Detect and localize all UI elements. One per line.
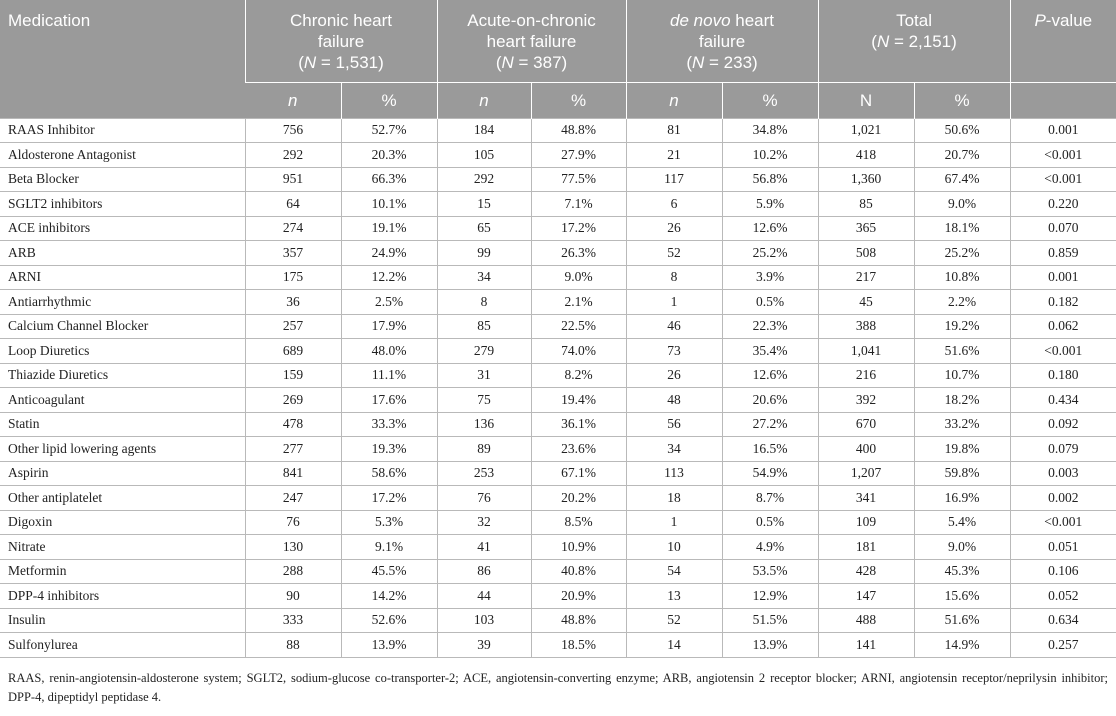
header-pvalue-rest: -value (1045, 11, 1093, 30)
cell-acute-n: 105 (437, 143, 531, 168)
cell-chronic-pct: 20.3% (341, 143, 437, 168)
header-acute-line1: Acute-on-chronic (467, 11, 596, 30)
cell-total-n: 85 (818, 192, 914, 217)
cell-medication-name: Aldosterone Antagonist (0, 143, 245, 168)
cell-p-value: 0.634 (1010, 608, 1116, 633)
cell-p-value: <0.001 (1010, 339, 1116, 364)
cell-denovo-pct: 22.3% (722, 314, 818, 339)
cell-acute-n: 76 (437, 486, 531, 511)
table-row (0, 118, 1116, 143)
cell-medication-name: Metformin (0, 559, 245, 584)
cell-total-n: 1,360 (818, 167, 914, 192)
table-row (0, 167, 1116, 192)
cell-denovo-pct: 4.9% (722, 535, 818, 560)
cell-acute-n: 15 (437, 192, 531, 217)
cell-total-n: 217 (818, 265, 914, 290)
header-denovo-line2: failure (698, 32, 746, 51)
cell-total-pct: 18.2% (914, 388, 1010, 413)
cell-acute-n: 41 (437, 535, 531, 560)
header-total: Total (N = 2,151) (818, 0, 1010, 82)
cell-total-pct: 19.8% (914, 437, 1010, 462)
cell-total-n: 418 (818, 143, 914, 168)
header-acute: Acute-on-chronic heart failure (N = 387) (437, 0, 626, 82)
header-acute-n-label: N (501, 53, 514, 72)
table-body (0, 118, 1116, 657)
cell-chronic-pct: 66.3% (341, 167, 437, 192)
cell-total-n: 508 (818, 241, 914, 266)
cell-p-value: 0.257 (1010, 633, 1116, 658)
cell-total-pct: 10.8% (914, 265, 1010, 290)
cell-acute-pct: 8.2% (531, 363, 626, 388)
cell-medication-name: SGLT2 inhibitors (0, 192, 245, 217)
cell-chronic-pct: 17.9% (341, 314, 437, 339)
cell-acute-n: 103 (437, 608, 531, 633)
cell-p-value: 0.182 (1010, 290, 1116, 315)
cell-acute-n: 8 (437, 290, 531, 315)
cell-denovo-n: 46 (626, 314, 722, 339)
cell-chronic-pct: 13.9% (341, 633, 437, 658)
cell-acute-n: 184 (437, 118, 531, 143)
cell-acute-pct: 20.9% (531, 584, 626, 609)
cell-denovo-n: 54 (626, 559, 722, 584)
cell-denovo-pct: 56.8% (722, 167, 818, 192)
cell-denovo-n: 26 (626, 216, 722, 241)
cell-acute-pct: 17.2% (531, 216, 626, 241)
cell-total-n: 1,021 (818, 118, 914, 143)
cell-denovo-n: 13 (626, 584, 722, 609)
cell-chronic-n: 689 (245, 339, 341, 364)
cell-chronic-n: 277 (245, 437, 341, 462)
table-row (0, 461, 1116, 486)
cell-denovo-pct: 34.8% (722, 118, 818, 143)
cell-total-n: 109 (818, 510, 914, 535)
cell-denovo-pct: 53.5% (722, 559, 818, 584)
table-row (0, 290, 1116, 315)
cell-chronic-n: 333 (245, 608, 341, 633)
cell-acute-pct: 26.3% (531, 241, 626, 266)
cell-p-value: <0.001 (1010, 143, 1116, 168)
cell-medication-name: ACE inhibitors (0, 216, 245, 241)
cell-medication-name: Sulfonylurea (0, 633, 245, 658)
cell-acute-n: 65 (437, 216, 531, 241)
cell-total-pct: 67.4% (914, 167, 1010, 192)
cell-p-value: 0.052 (1010, 584, 1116, 609)
header-denovo-n-label: N (692, 53, 705, 72)
cell-chronic-pct: 19.1% (341, 216, 437, 241)
cell-acute-pct: 8.5% (531, 510, 626, 535)
cell-acute-pct: 36.1% (531, 412, 626, 437)
table-row (0, 388, 1116, 413)
cell-acute-n: 85 (437, 314, 531, 339)
cell-p-value: 0.180 (1010, 363, 1116, 388)
cell-total-n: 1,041 (818, 339, 914, 364)
header-chronic: Chronic heart failure (N = 1,531) (245, 0, 437, 82)
cell-p-value: 0.001 (1010, 265, 1116, 290)
cell-chronic-pct: 58.6% (341, 461, 437, 486)
cell-denovo-pct: 3.9% (722, 265, 818, 290)
subheader-N: N (818, 82, 914, 118)
cell-acute-pct: 9.0% (531, 265, 626, 290)
cell-medication-name: Other lipid lowering agents (0, 437, 245, 462)
cell-total-pct: 33.2% (914, 412, 1010, 437)
header-chronic-line1: Chronic heart (289, 11, 393, 30)
cell-acute-pct: 7.1% (531, 192, 626, 217)
header-row-groups (0, 0, 1116, 82)
cell-total-pct: 51.6% (914, 339, 1010, 364)
cell-acute-pct: 67.1% (531, 461, 626, 486)
table-row (0, 633, 1116, 658)
cell-acute-pct: 20.2% (531, 486, 626, 511)
cell-chronic-n: 257 (245, 314, 341, 339)
header-denovo-n-value: = 233) (704, 53, 758, 72)
cell-total-pct: 51.6% (914, 608, 1010, 633)
table-row (0, 192, 1116, 217)
table-row (0, 265, 1116, 290)
cell-denovo-pct: 12.9% (722, 584, 818, 609)
cell-chronic-n: 357 (245, 241, 341, 266)
header-chronic-line2: failure (317, 32, 365, 51)
cell-chronic-pct: 5.3% (341, 510, 437, 535)
cell-p-value: 0.002 (1010, 486, 1116, 511)
cell-acute-n: 89 (437, 437, 531, 462)
cell-chronic-n: 288 (245, 559, 341, 584)
table-row (0, 437, 1116, 462)
cell-denovo-n: 10 (626, 535, 722, 560)
cell-chronic-pct: 17.6% (341, 388, 437, 413)
cell-total-pct: 18.1% (914, 216, 1010, 241)
header-denovo: de novo heart failure (N = 233) (626, 0, 818, 82)
table-row (0, 486, 1116, 511)
cell-chronic-pct: 48.0% (341, 339, 437, 364)
table-row (0, 143, 1116, 168)
cell-medication-name: RAAS Inhibitor (0, 118, 245, 143)
cell-acute-n: 75 (437, 388, 531, 413)
cell-total-pct: 16.9% (914, 486, 1010, 511)
cell-acute-pct: 74.0% (531, 339, 626, 364)
table-row (0, 510, 1116, 535)
cell-denovo-n: 8 (626, 265, 722, 290)
table-row (0, 559, 1116, 584)
cell-total-pct: 59.8% (914, 461, 1010, 486)
cell-medication-name: Aspirin (0, 461, 245, 486)
cell-chronic-n: 841 (245, 461, 341, 486)
cell-chronic-n: 130 (245, 535, 341, 560)
cell-acute-n: 34 (437, 265, 531, 290)
cell-acute-pct: 40.8% (531, 559, 626, 584)
cell-chronic-n: 269 (245, 388, 341, 413)
cell-total-n: 181 (818, 535, 914, 560)
cell-medication-name: Antiarrhythmic (0, 290, 245, 315)
cell-total-n: 488 (818, 608, 914, 633)
cell-acute-pct: 18.5% (531, 633, 626, 658)
cell-acute-n: 99 (437, 241, 531, 266)
cell-chronic-pct: 11.1% (341, 363, 437, 388)
table-row (0, 363, 1116, 388)
cell-acute-n: 86 (437, 559, 531, 584)
cell-total-pct: 15.6% (914, 584, 1010, 609)
cell-chronic-n: 274 (245, 216, 341, 241)
subheader-n: n (626, 82, 722, 118)
cell-chronic-pct: 52.7% (341, 118, 437, 143)
cell-acute-pct: 22.5% (531, 314, 626, 339)
cell-denovo-n: 6 (626, 192, 722, 217)
cell-p-value: 0.092 (1010, 412, 1116, 437)
cell-medication-name: ARNI (0, 265, 245, 290)
cell-acute-pct: 19.4% (531, 388, 626, 413)
header-pvalue-italic: P (1034, 11, 1046, 30)
cell-chronic-n: 478 (245, 412, 341, 437)
cell-medication-name: Nitrate (0, 535, 245, 560)
cell-denovo-n: 48 (626, 388, 722, 413)
cell-total-pct: 9.0% (914, 535, 1010, 560)
cell-p-value: 0.106 (1010, 559, 1116, 584)
cell-acute-pct: 23.6% (531, 437, 626, 462)
cell-p-value: 0.003 (1010, 461, 1116, 486)
cell-chronic-pct: 24.9% (341, 241, 437, 266)
cell-total-n: 388 (818, 314, 914, 339)
cell-total-pct: 45.3% (914, 559, 1010, 584)
cell-acute-n: 136 (437, 412, 531, 437)
cell-medication-name: Anticoagulant (0, 388, 245, 413)
subheader-n: n (437, 82, 531, 118)
cell-p-value: 0.070 (1010, 216, 1116, 241)
cell-chronic-pct: 10.1% (341, 192, 437, 217)
cell-total-pct: 14.9% (914, 633, 1010, 658)
cell-denovo-n: 21 (626, 143, 722, 168)
subheader-pct: % (914, 82, 1010, 118)
cell-acute-pct: 77.5% (531, 167, 626, 192)
cell-chronic-n: 76 (245, 510, 341, 535)
cell-total-pct: 50.6% (914, 118, 1010, 143)
cell-total-n: 400 (818, 437, 914, 462)
cell-denovo-pct: 13.9% (722, 633, 818, 658)
cell-total-n: 670 (818, 412, 914, 437)
cell-chronic-pct: 17.2% (341, 486, 437, 511)
cell-total-n: 45 (818, 290, 914, 315)
cell-denovo-pct: 27.2% (722, 412, 818, 437)
cell-denovo-pct: 12.6% (722, 363, 818, 388)
cell-denovo-n: 18 (626, 486, 722, 511)
cell-denovo-n: 56 (626, 412, 722, 437)
cell-medication-name: Calcium Channel Blocker (0, 314, 245, 339)
cell-total-pct: 25.2% (914, 241, 1010, 266)
cell-p-value: 0.220 (1010, 192, 1116, 217)
cell-acute-n: 279 (437, 339, 531, 364)
cell-denovo-pct: 12.6% (722, 216, 818, 241)
cell-denovo-n: 81 (626, 118, 722, 143)
cell-p-value: 0.859 (1010, 241, 1116, 266)
cell-chronic-pct: 45.5% (341, 559, 437, 584)
cell-p-value: 0.434 (1010, 388, 1116, 413)
cell-p-value: 0.001 (1010, 118, 1116, 143)
cell-chronic-n: 247 (245, 486, 341, 511)
header-chronic-n-value: = 1,531) (316, 53, 384, 72)
cell-chronic-n: 292 (245, 143, 341, 168)
cell-acute-pct: 10.9% (531, 535, 626, 560)
cell-medication-name: Beta Blocker (0, 167, 245, 192)
header-chronic-n-label: N (303, 53, 317, 72)
cell-denovo-n: 1 (626, 290, 722, 315)
cell-denovo-n: 1 (626, 510, 722, 535)
cell-total-n: 216 (818, 363, 914, 388)
cell-total-n: 392 (818, 388, 914, 413)
cell-total-n: 428 (818, 559, 914, 584)
cell-denovo-pct: 0.5% (722, 290, 818, 315)
cell-denovo-pct: 5.9% (722, 192, 818, 217)
subheader-pct: % (531, 82, 626, 118)
cell-total-pct: 2.2% (914, 290, 1010, 315)
cell-total-n: 365 (818, 216, 914, 241)
subheader-pct: % (341, 82, 437, 118)
cell-total-pct: 9.0% (914, 192, 1010, 217)
cell-acute-pct: 48.8% (531, 608, 626, 633)
cell-denovo-pct: 8.7% (722, 486, 818, 511)
cell-chronic-pct: 33.3% (341, 412, 437, 437)
cell-denovo-pct: 54.9% (722, 461, 818, 486)
cell-medication-name: Loop Diuretics (0, 339, 245, 364)
cell-medication-name: Other antiplatelet (0, 486, 245, 511)
cell-denovo-n: 73 (626, 339, 722, 364)
cell-p-value: 0.079 (1010, 437, 1116, 462)
cell-chronic-n: 88 (245, 633, 341, 658)
cell-chronic-n: 36 (245, 290, 341, 315)
subheader-n: n (245, 82, 341, 118)
cell-chronic-n: 175 (245, 265, 341, 290)
header-total-line1: Total (896, 11, 932, 30)
cell-total-pct: 5.4% (914, 510, 1010, 535)
cell-acute-n: 44 (437, 584, 531, 609)
subheader-empty (1010, 82, 1116, 118)
cell-medication-name: Thiazide Diuretics (0, 363, 245, 388)
cell-denovo-pct: 16.5% (722, 437, 818, 462)
cell-chronic-pct: 2.5% (341, 290, 437, 315)
cell-denovo-n: 117 (626, 167, 722, 192)
cell-denovo-n: 52 (626, 608, 722, 633)
cell-total-n: 1,207 (818, 461, 914, 486)
cell-denovo-pct: 0.5% (722, 510, 818, 535)
cell-acute-n: 253 (437, 461, 531, 486)
cell-denovo-pct: 35.4% (722, 339, 818, 364)
cell-acute-pct: 2.1% (531, 290, 626, 315)
table-footnote: RAAS, renin-angiotensin-aldosterone system; SGLT2, sodium-glucose co-transporter-2; ACE, angiotensin-converting enzyme; ARB, angiotensin 2 receptor blocker; ARNI, angiotensin receptor/neprilysin inhibitor; DPP-4, dipeptidyl peptidase 4. (8, 670, 1108, 704)
cell-denovo-pct: 10.2% (722, 143, 818, 168)
cell-denovo-pct: 25.2% (722, 241, 818, 266)
cell-p-value: 0.051 (1010, 535, 1116, 560)
table-row (0, 314, 1116, 339)
cell-chronic-pct: 19.3% (341, 437, 437, 462)
header-total-n-label: N (876, 32, 890, 51)
cell-total-n: 141 (818, 633, 914, 658)
cell-denovo-n: 14 (626, 633, 722, 658)
cell-acute-n: 32 (437, 510, 531, 535)
cell-acute-n: 39 (437, 633, 531, 658)
header-denovo-italic: de novo (670, 11, 731, 30)
table-row (0, 584, 1116, 609)
cell-chronic-n: 756 (245, 118, 341, 143)
header-medication: Medication (0, 0, 245, 118)
cell-denovo-n: 34 (626, 437, 722, 462)
cell-chronic-pct: 9.1% (341, 535, 437, 560)
subheader-pct: % (722, 82, 818, 118)
cell-acute-n: 292 (437, 167, 531, 192)
cell-total-n: 341 (818, 486, 914, 511)
cell-denovo-n: 52 (626, 241, 722, 266)
cell-chronic-n: 90 (245, 584, 341, 609)
cell-chronic-pct: 52.6% (341, 608, 437, 633)
table-row (0, 241, 1116, 266)
cell-acute-pct: 27.9% (531, 143, 626, 168)
cell-medication-name: Statin (0, 412, 245, 437)
cell-denovo-pct: 51.5% (722, 608, 818, 633)
cell-denovo-n: 113 (626, 461, 722, 486)
header-pvalue (1010, 0, 1116, 82)
table-row (0, 339, 1116, 364)
cell-chronic-n: 64 (245, 192, 341, 217)
cell-p-value: <0.001 (1010, 510, 1116, 535)
cell-chronic-n: 951 (245, 167, 341, 192)
header-denovo-rest: heart (730, 11, 775, 30)
cell-medication-name: ARB (0, 241, 245, 266)
cell-denovo-n: 26 (626, 363, 722, 388)
cell-total-pct: 19.2% (914, 314, 1010, 339)
header-acute-line2: heart failure (486, 32, 577, 51)
cell-medication-name: Insulin (0, 608, 245, 633)
cell-chronic-pct: 14.2% (341, 584, 437, 609)
table-row (0, 608, 1116, 633)
table-row (0, 216, 1116, 241)
table-row (0, 412, 1116, 437)
cell-medication-name: DPP-4 inhibitors (0, 584, 245, 609)
header-acute-n-value: = 387) (513, 53, 568, 72)
cell-total-n: 147 (818, 584, 914, 609)
cell-p-value: 0.062 (1010, 314, 1116, 339)
cell-p-value: <0.001 (1010, 167, 1116, 192)
cell-total-pct: 10.7% (914, 363, 1010, 388)
table-row (0, 535, 1116, 560)
cell-acute-pct: 48.8% (531, 118, 626, 143)
cell-chronic-n: 159 (245, 363, 341, 388)
cell-chronic-pct: 12.2% (341, 265, 437, 290)
cell-total-pct: 20.7% (914, 143, 1010, 168)
cell-acute-n: 31 (437, 363, 531, 388)
cell-denovo-pct: 20.6% (722, 388, 818, 413)
header-total-n-value: = 2,151) (889, 32, 957, 51)
cell-medication-name: Digoxin (0, 510, 245, 535)
